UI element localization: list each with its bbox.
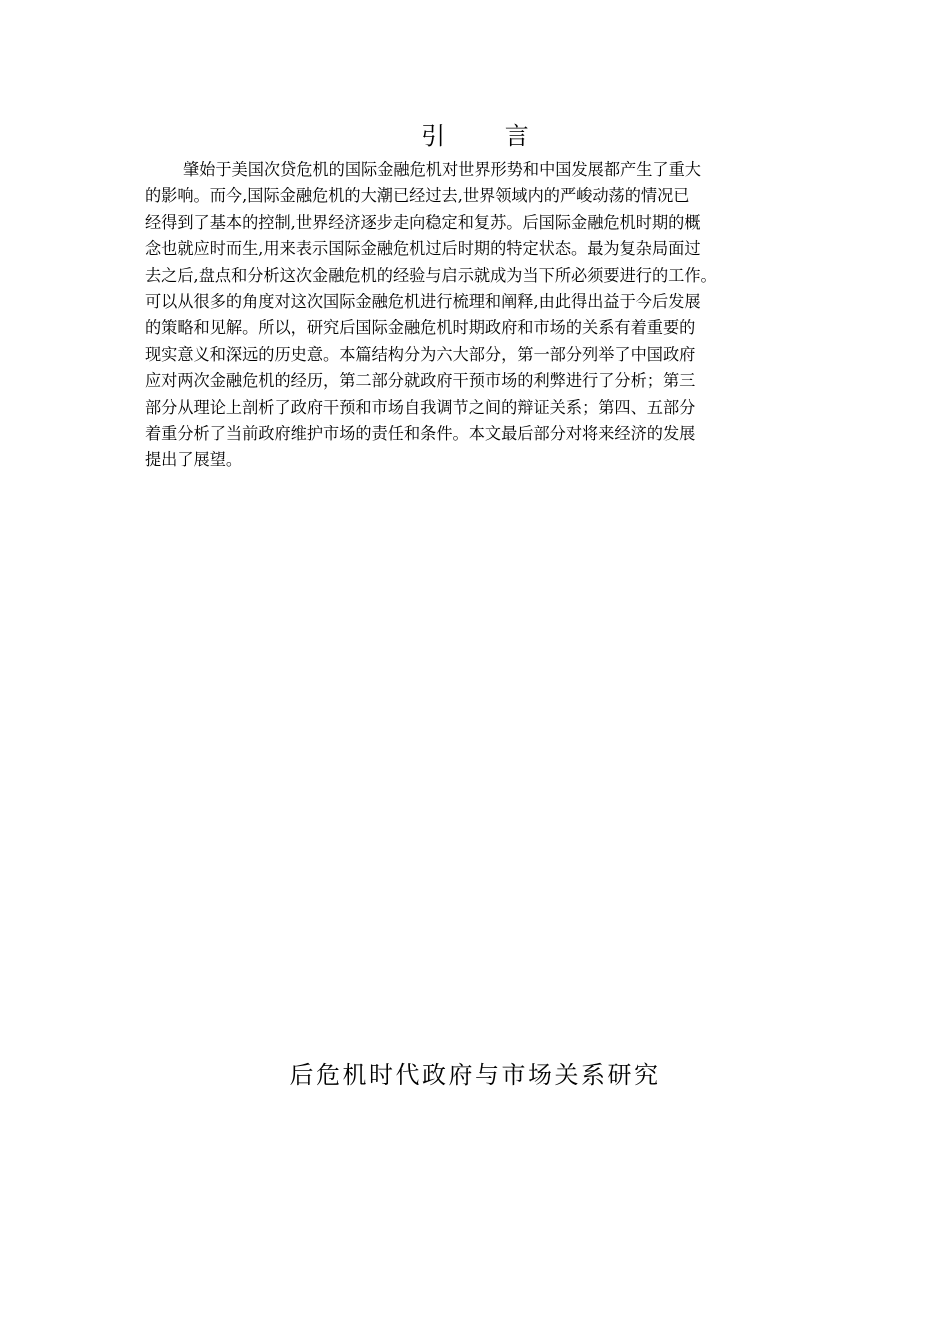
intro-paragraph — [145, 157, 810, 474]
intro-line: 的策略和见解。所以，研究后国际金融危机时期政府和市场的关系有着重要的 — [145, 318, 696, 338]
intro-line: 念也就应时而生,用来表示国际金融危机过后时期的特定状态。最为复杂局面过 — [145, 239, 701, 259]
intro-line: 提出了展望。 — [145, 450, 243, 470]
thesis-title: 后危机时代政府与市场关系研究 — [289, 1061, 661, 1089]
intro-line: 应对两次金融危机的经历，第二部分就政府干预市场的利弊进行了分析；第三 — [145, 371, 696, 391]
section-heading: 引 言 — [421, 122, 555, 150]
intro-line: 去之后,盘点和分析这次金融危机的经验与启示就成为当下所必须要进行的工作。 — [145, 265, 717, 285]
intro-line: 的影响。而今,国际金融危机的大潮已经过去,世界领域内的严峻动荡的情况已 — [145, 186, 690, 206]
intro-line: 部分从理论上剖析了政府干预和市场自我调节之间的辩证关系；第四、五部分 — [145, 397, 696, 417]
intro-line: 着重分析了当前政府维护市场的责任和条件。本文最后部分对将来经济的发展 — [145, 424, 696, 444]
intro-line: 可以从很多的角度对这次国际金融危机进行梳理和阐释,由此得出益于今后发展 — [145, 292, 701, 312]
intro-line: 肇始于美国次贷危机的国际金融危机对世界形势和中国发展都产生了重大 — [183, 160, 701, 179]
intro-line: 经得到了基本的控制,世界经济逐步走向稳定和复苏。后国际金融危机时期的概 — [145, 212, 701, 232]
intro-line: 现实意义和深远的历史意。本篇结构分为六大部分，第一部分列举了中国政府 — [145, 344, 696, 364]
